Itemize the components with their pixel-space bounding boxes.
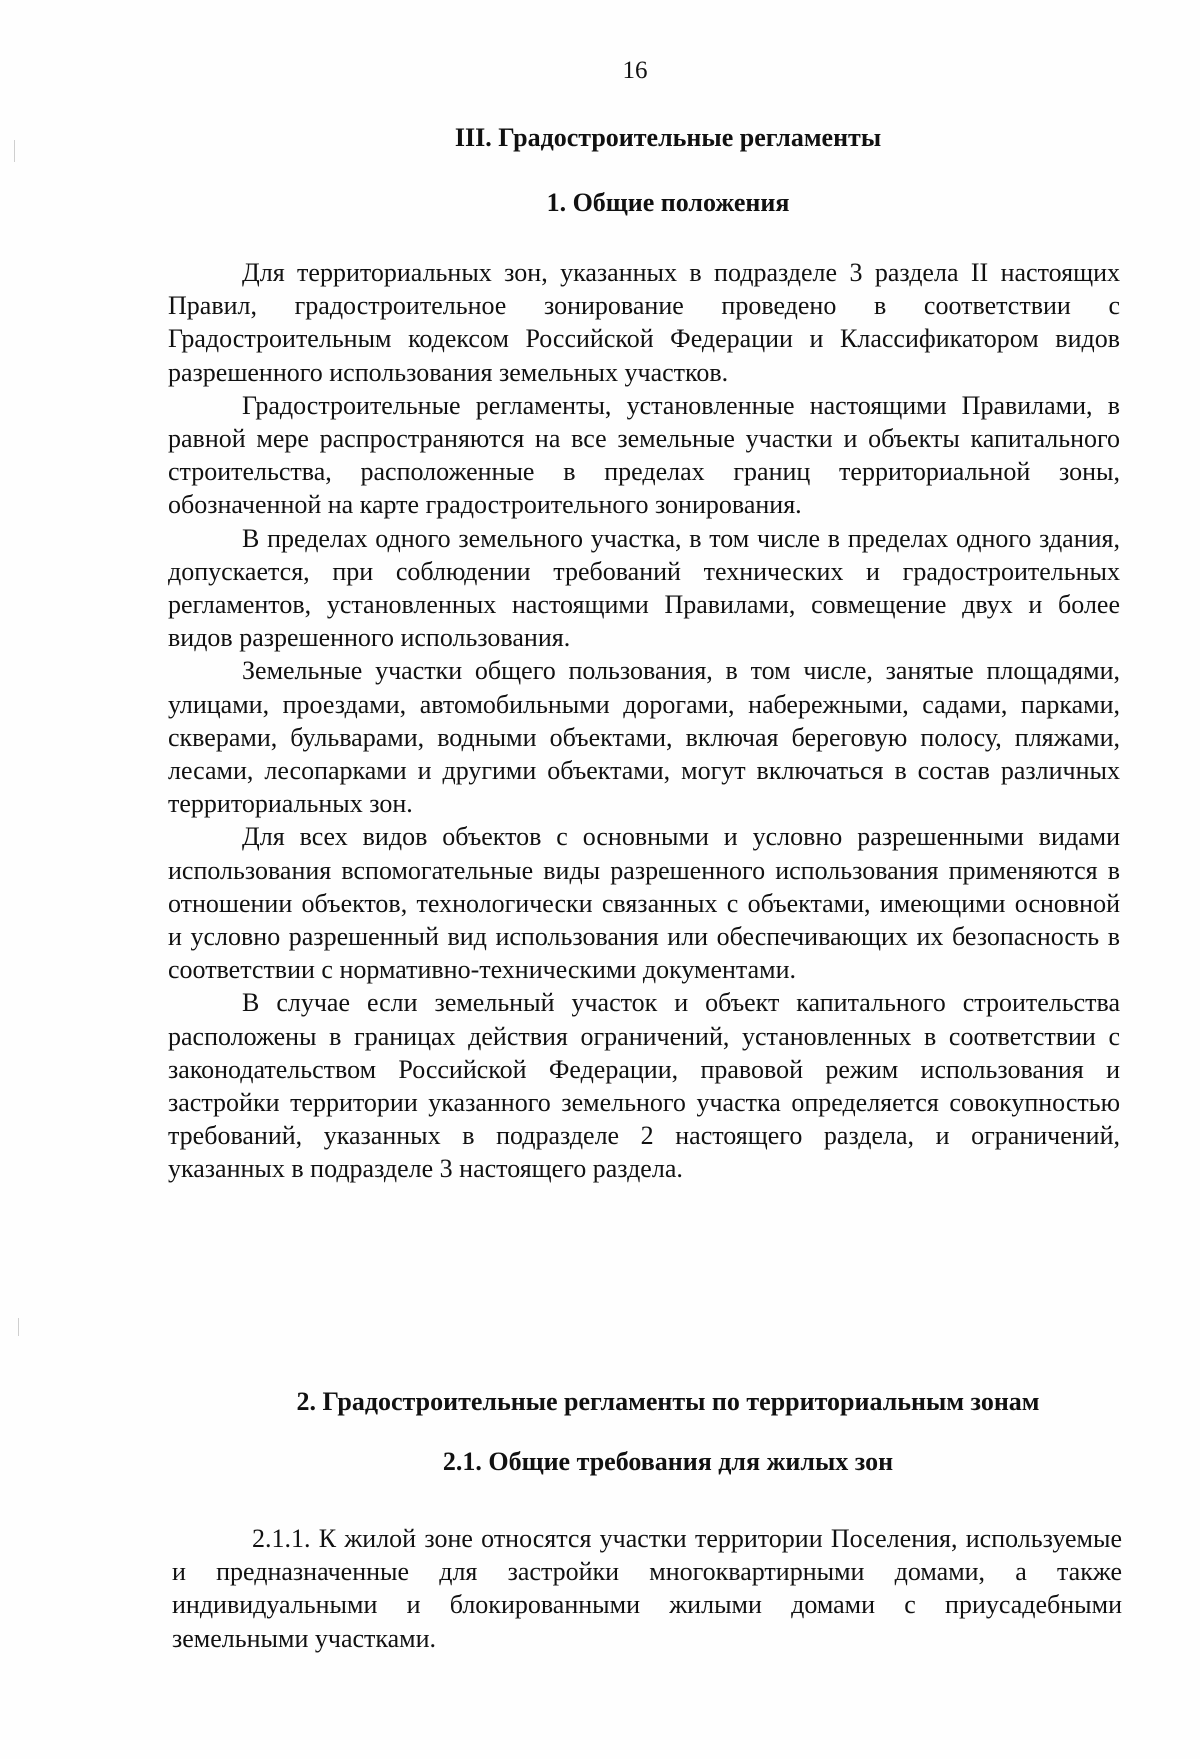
subsection-title: 1. Общие положения — [546, 188, 790, 217]
section-title: III. Градостроительные регламенты — [454, 123, 882, 152]
zones-section-title: 2. Градостроительные регламенты по территориальным зонам — [296, 1387, 1040, 1416]
paragraph: В пределах одного земельного участка, в том числе в пределах одного здания, допускается, при соблюдении требований технических и градостроительных регламентов, установленных настоящими Правилами, совмещение двух и более видов разрешенного использования. — [168, 523, 1120, 653]
paragraph: Для всех видов объектов с основными и условно разрешенными видами использования вспомогательные виды разрешенного использования применяются в отношении объектов, технологически связанных с объектами, имеющими основной и условно разрешенный вид использования или обеспечивающих их безопасность в соответствии с нормативно-техническими документами. — [168, 822, 1120, 985]
paragraph: Земельные участки общего пользования, в том числе, занятые площадями, улицами, проездами, автомобильными дорогами, набережными, садами, парками, скверами, бульварами, водными объектами, включая береговую полосу, пляжами, лесами, лесопарками и другими объектами, могут включаться в состав различных территориальных зон. — [168, 656, 1120, 819]
residential-zones-title: 2.1. Общие требования для жилых зон — [442, 1447, 894, 1476]
scan-edge-mark — [14, 140, 15, 162]
paragraph: 2.1.1. К жилой зоне относятся участки территории Поселения, используемые и предназначенные для застройки многоквартирными домами, а также индивидуальными и блокированными жилыми домами с приусадебными земельными участками. — [172, 1524, 1122, 1653]
page-number: 16 — [622, 57, 648, 84]
general-provisions-text — [168, 256, 1120, 1186]
paragraph: В случае если земельный участок и объект капитального строительства расположены в границах действия ограничений, установленных в соответствии с законодательством Российской Федерации, правовой режим использования и застройки территории указанного земельного участка определяется совокупностью требований, указанных в подразделе 2 настоящего раздела, и ограничений, указанных в подразделе 3 настоящего раздела. — [168, 988, 1120, 1184]
scan-edge-mark — [18, 1318, 19, 1336]
paragraph: Для территориальных зон, указанных в подразделе 3 раздела II настоящих Правил, градостроительное зонирование проведено в соответствии с Градостроительным кодексом Российской Федерации и Классификатором видов разрешенного использования земельных участков. — [168, 258, 1120, 387]
residential-zones-text — [172, 1522, 1122, 1655]
paragraph: Градостроительные регламенты, установленные настоящими Правилами, в равной мере распространяются на все земельные участки и объекты капитального строительства, расположенные в пределах границ территориальной зоны, обозначенной на карте градостроительного зонирования. — [168, 390, 1120, 520]
